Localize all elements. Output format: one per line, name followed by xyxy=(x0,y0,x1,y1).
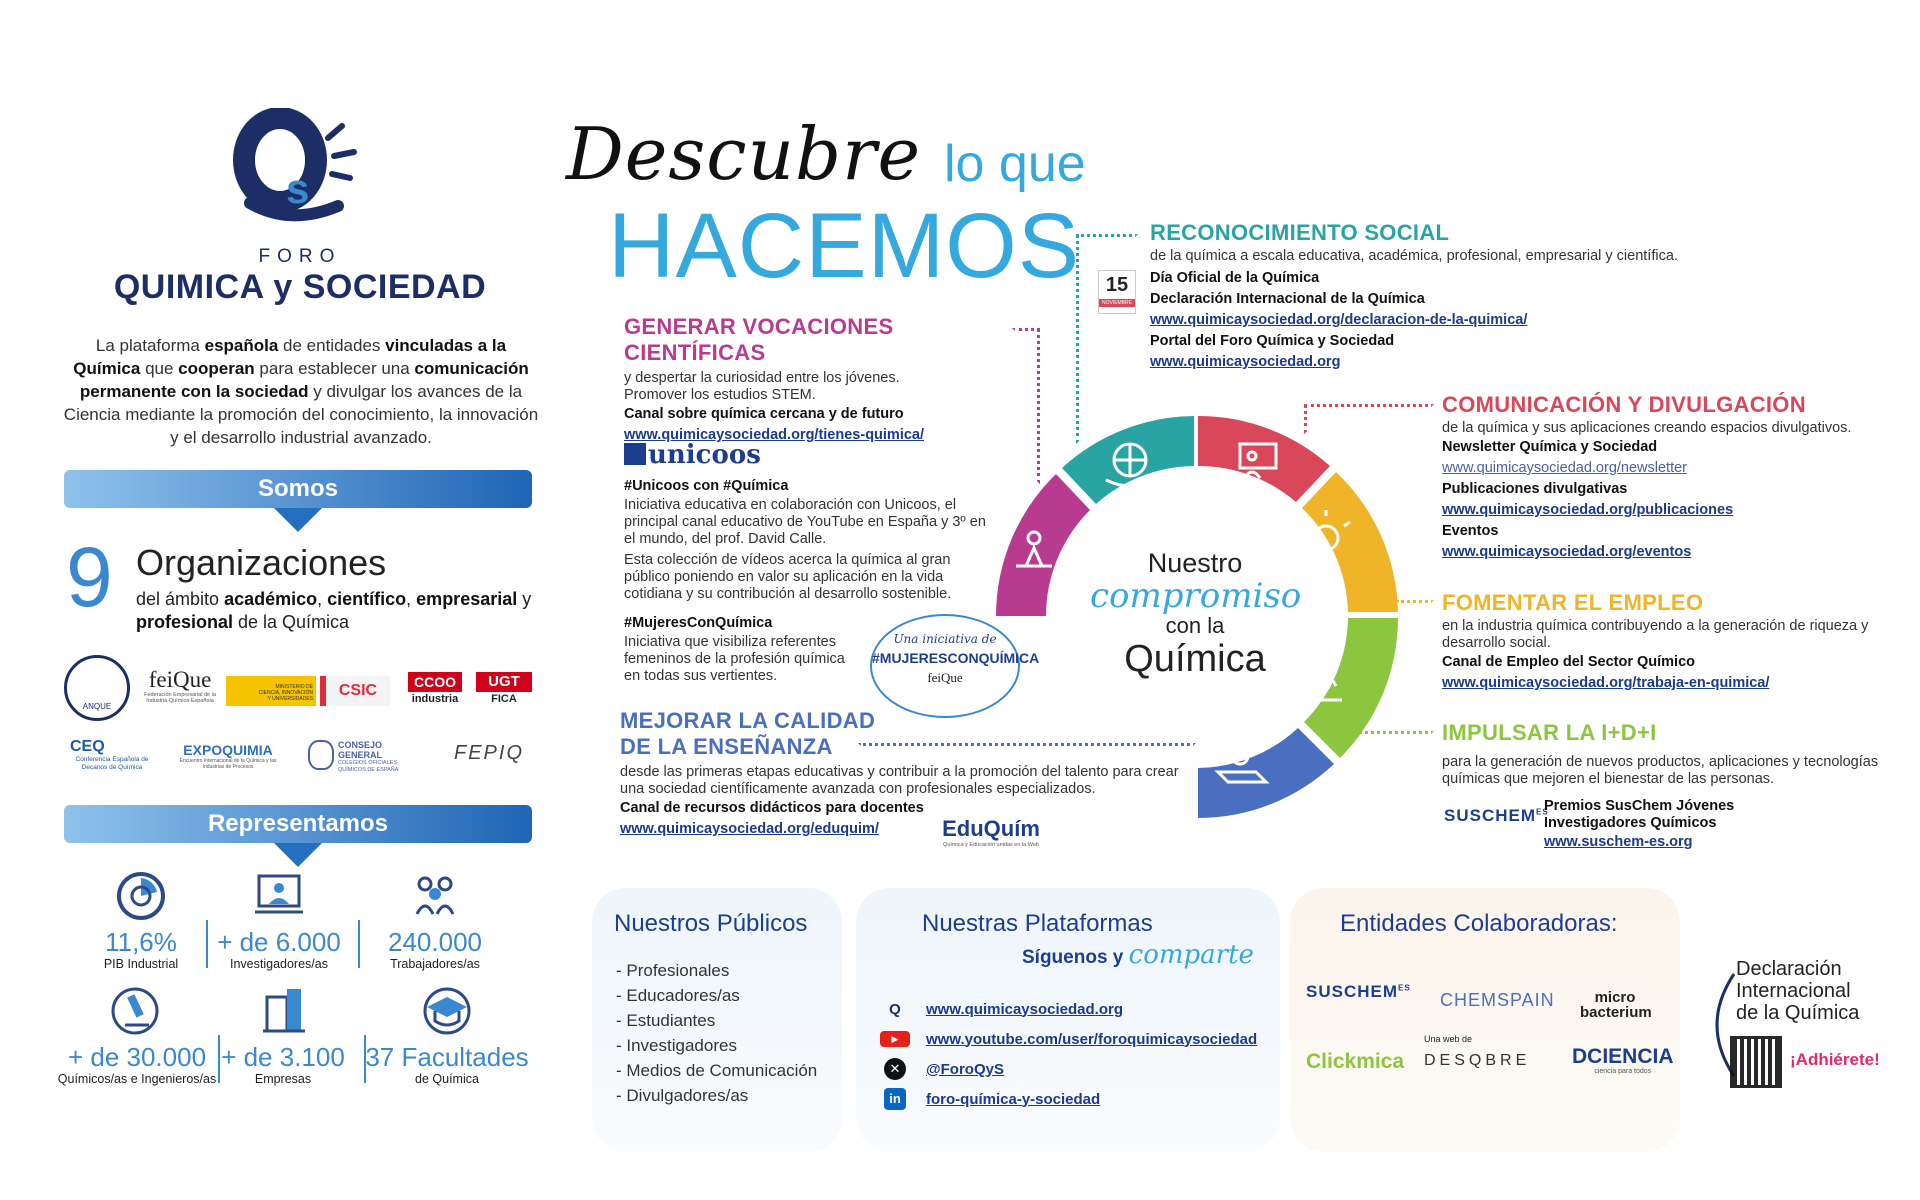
empleo-section: FOMENTAR EL EMPLEO en la industria química contribuyendo a la generación de riqueza y desarrollo social. Canal de Empleo del Sector Químico www.quimicaysociedad.org/trabaja-en-quimica/ xyxy=(1442,590,1882,694)
orgs-desc xyxy=(136,588,536,634)
rich-text-7: profesional xyxy=(136,612,234,632)
publicos-title: Nuestros Públicos xyxy=(614,910,808,937)
link-trabaja[interactable]: www.quimicaysociedad.org/trabaja-en-quimica/ xyxy=(1442,675,1770,691)
publico-item: - Profesionales xyxy=(616,961,730,980)
rich-text-7: comunicación permanente con la sociedad xyxy=(79,359,529,401)
rich-text-1: académico xyxy=(224,589,318,609)
qr-code[interactable] xyxy=(1730,1036,1782,1088)
dciencia-logo: DCIENCIA ciencia para todos xyxy=(1572,1045,1674,1075)
wheel-segment-vocaciones xyxy=(996,474,1090,616)
wheel-quimica: Química xyxy=(1124,638,1266,680)
stat-investigadores: + de 6.000 Investigadores/as xyxy=(204,870,354,972)
unicoos-badge-icon xyxy=(624,443,646,465)
calidad-section: MEJORAR LA CALIDAD DE LA ENSEÑANZA desde las primeras etapas educativas y contribuir a la promoción del talento para crear una sociedad científicamente avanzada con profesionales especializados. Canal de recursos didácticos para docentes www.quimicaysociedad.org/eduquim/ xyxy=(620,708,1180,840)
graduation-cap-icon xyxy=(419,985,475,1037)
calendar-icon: 15 NOVIEMBRE xyxy=(1098,270,1136,314)
wheel-nuestro: Nuestro xyxy=(1147,548,1243,578)
rich-text-8: y divulgar los avances de la Ciencia mediante la promoción del conocimiento, la innovación y el desarrollo industrial avanzado. xyxy=(63,382,539,447)
rich-text-4: que xyxy=(140,359,179,378)
linkedin-icon: in xyxy=(884,1088,906,1110)
rich-text-1: española xyxy=(204,336,279,355)
building-icon xyxy=(255,985,311,1037)
headline-descubre: Descubre xyxy=(566,112,922,196)
rich-text-0: del ámbito xyxy=(136,589,225,609)
declaracion-title: Declaración Internacional de la Química xyxy=(1736,958,1860,1024)
rich-text-6: y xyxy=(517,589,532,609)
reconocimiento-section: RECONOCIMIENTO SOCIAL de la química a escala educativa, académica, profesional, empresarial y científica. xyxy=(1150,220,1710,265)
link-portal[interactable]: www.quimicaysociedad.org xyxy=(1150,354,1341,370)
rich-text-4: , xyxy=(406,589,417,609)
link-youtube[interactable]: www.youtube.com/user/foroquimicaysociedad xyxy=(926,1030,1258,1048)
headline-hacemos: HACEMOS xyxy=(608,195,1081,297)
link-newsletter[interactable]: www.quimicaysociedad.org/newsletter xyxy=(1442,460,1687,476)
consejo-general-logo: CONSEJO GENERAL COLEGIOS OFICIALES QUÍMICOS DE ESPAÑA xyxy=(304,740,420,774)
ceq-logo: CEQ Conferencia Española de Decanos de Química xyxy=(70,738,149,771)
platform-row xyxy=(880,1024,1257,1054)
comunicacion-section: COMUNICACIÓN Y DIVULGACIÓN de la química y sus aplicaciones creando espacios divulgativos. Newsletter Química y Sociedad www.quimicaysociedad.org/newsletter Publicaciones divulgativas www.quimicaysociedad.org/publicaciones Eventos www.quimicaysociedad.org/eventos xyxy=(1442,392,1882,563)
eduquim-logo: EduQuím Química y Educación unidas en la Web xyxy=(942,816,1040,848)
platform-row xyxy=(880,1054,1257,1084)
anque-logo: ANQUE xyxy=(64,655,130,721)
plataformas-title: Nuestras Plataformas xyxy=(922,910,1153,937)
csic-logo: CSIC xyxy=(320,676,390,706)
foro-intro xyxy=(62,334,540,449)
expoquimia-logo: EXPOQUIMIA Encuentro Internacional de la Química y las Industrias de Procesos xyxy=(179,742,277,770)
microbacterium-logo: micro bacterium xyxy=(1580,989,1652,1021)
unicoos-section: #Unicoos con #Química Iniciativa educativa en colaboración con Unicoos, el principal canal educativo de YouTube en España y 3º en el mundo, del prof. David Calle. Esta colección de vídeos acerca la química al gran público poniendo en valor su aplicación en la vida cotidiana y su contribución al desarrollo sostenible. #MujeresConQuímica Iniciativa que visibiliza referentes femeninos de la profesión química en todas sus vertientes. xyxy=(624,478,986,684)
reconocimiento-title: RECONOCIMIENTO SOCIAL xyxy=(1150,220,1450,245)
somos-label: Somos xyxy=(257,475,338,502)
link-eduquim[interactable]: www.quimicaysociedad.org/eduquim/ xyxy=(620,821,879,837)
chemspain-logo: CHEMSPAIN xyxy=(1440,990,1555,1010)
wheel-center xyxy=(1090,548,1300,680)
publico-item: - Investigadores xyxy=(616,1036,737,1055)
colaboradoras-title: Entidades Colaboradoras: xyxy=(1340,910,1618,937)
orgs-number: 9 xyxy=(66,530,113,624)
link-x[interactable]: @ForoQyS xyxy=(926,1060,1004,1078)
unicoos-logo: unicoos xyxy=(624,440,761,470)
stat-facultades: 37 Facultades de Química xyxy=(362,985,532,1087)
rich-text-3: vinculadas a la Química xyxy=(73,336,507,378)
idi-section: IMPULSAR LA I+D+I para la generación de nuevos productos, aplicaciones y tecnologías químicas que mejoren el bienestar de las personas. xyxy=(1442,720,1882,788)
desqbre-logo: DESQBRE xyxy=(1424,1052,1531,1069)
foro-label: FORO xyxy=(258,246,342,267)
stat-pib: 11,6% PIB Industrial xyxy=(66,870,216,972)
ugt-logo: UGT FICA xyxy=(476,672,532,706)
feique-logo: feiQue Federación Empresarial de la Industria Química Española xyxy=(144,667,216,704)
representamos-arrow xyxy=(274,843,322,867)
publico-item: - Divulgadores/as xyxy=(616,1086,749,1105)
rich-text-5: cooperan xyxy=(178,359,255,378)
publico-item: - Medios de Comunicación xyxy=(616,1061,818,1080)
svg-text:s: s xyxy=(286,165,310,212)
clickmica-logo: Clickmica xyxy=(1306,1050,1405,1073)
somos-arrow xyxy=(274,508,322,532)
orgs-title: Organizaciones xyxy=(136,542,387,583)
suschem-logo: $SUSCHEM^{ES}$ xyxy=(1306,982,1411,1001)
link-linkedin[interactable]: foro-química-y-sociedad xyxy=(926,1090,1101,1108)
publicos-list xyxy=(616,958,817,1108)
publico-item: - Educadores/as xyxy=(616,986,740,1005)
mujeres-badge: Una iniciativa de #MUJERESCONQUÍMICA feiQue xyxy=(870,614,1020,718)
comunicacion-title: COMUNICACIÓN Y DIVULGACIÓN xyxy=(1442,392,1806,417)
representamos-label: Representamos xyxy=(207,810,389,837)
connector-empleo xyxy=(1396,600,1434,606)
rich-text-0: La plataforma xyxy=(95,336,205,355)
wheel-compromiso: compromiso xyxy=(1090,576,1302,616)
foro-name: QUIMICA y SOCIEDAD xyxy=(113,268,487,306)
wheel-segment-divulgacion xyxy=(1302,472,1398,612)
vocaciones-section: GENERAR VOCACIONES CIENTÍFICAS y despertar la curiosidad entre los jóvenes. Promover los estudios STEM. Canal sobre química cercana y de futuro www.quimicaysociedad.org/tienes-quimica/ xyxy=(624,314,1024,446)
calidad-title-1: MEJORAR LA CALIDAD xyxy=(620,708,876,733)
platform-row xyxy=(880,994,1257,1024)
stat-quimicos: + de 30.000 Químicos/as e Ingenieros/as xyxy=(52,985,222,1087)
pie-chart-icon xyxy=(113,870,169,922)
stat-trabajadores: 240.000 Trabajadores/as xyxy=(360,870,510,972)
wheel-con-la: con la xyxy=(1165,613,1225,638)
adhierete-link[interactable]: ¡Adhiérete! xyxy=(1790,1050,1880,1069)
link-tienes-quimica[interactable]: www.quimicaysociedad.org/tienes-quimica/ xyxy=(624,427,925,443)
wheel-segment-empleo xyxy=(1304,618,1398,758)
connector-comunicacion xyxy=(1304,404,1434,434)
ccoo-logo: CCOO industria xyxy=(408,672,462,706)
vocaciones-title: GENERAR VOCACIONES CIENTÍFICAS xyxy=(624,314,894,365)
publico-item: - Estudiantes xyxy=(616,1011,716,1030)
connector-reconocimiento xyxy=(1076,234,1138,444)
suschem-logo-idi: $SUSCHEM^{ES}$ xyxy=(1444,806,1549,825)
desqbre-label: Una web de xyxy=(1424,1034,1473,1044)
people-icon xyxy=(407,870,463,922)
link-web[interactable]: www.quimicaysociedad.org xyxy=(926,1000,1123,1018)
foro-logo xyxy=(230,108,370,228)
connector-idi xyxy=(1340,731,1434,737)
youtube-icon: ▶ xyxy=(880,1031,910,1047)
fepiq-logo: FEPIQ xyxy=(453,742,524,764)
rich-text-8: de la Química xyxy=(233,612,350,632)
rich-text-5: empresarial xyxy=(416,589,518,609)
plataformas-links xyxy=(880,994,1257,1114)
rich-text-6: para establecer una xyxy=(254,359,415,378)
ministerio-logo: MINISTERIO DE CIENCIA, INNOVACIÓN Y UNIVERSIDADES xyxy=(226,676,316,706)
link-publicaciones[interactable]: www.quimicaysociedad.org/publicaciones xyxy=(1442,502,1734,518)
rich-text-2: , xyxy=(317,589,328,609)
representamos-banner xyxy=(64,805,532,843)
headline-lo-que: lo que xyxy=(944,135,1086,193)
x-icon: ✕ xyxy=(884,1058,906,1080)
somos-banner xyxy=(64,470,532,508)
stat-empresas: + de 3.100 Empresas xyxy=(208,985,358,1087)
rich-text-3: científico xyxy=(327,589,407,609)
consejo-seal-icon xyxy=(308,740,334,770)
link-declaracion[interactable]: www.quimicaysociedad.org/declaracion-de-la-quimica/ xyxy=(1150,312,1528,328)
microscope-icon xyxy=(109,985,165,1037)
link-eventos[interactable]: www.quimicaysociedad.org/eventos xyxy=(1442,544,1692,560)
link-suschem[interactable]: www.suschem-es.org xyxy=(1544,834,1693,850)
qys-logo-icon: Q xyxy=(889,1000,901,1018)
platform-row xyxy=(880,1084,1257,1114)
idi-title: IMPULSAR LA I+D+I xyxy=(1442,720,1657,745)
empleo-title: FOMENTAR EL EMPLEO xyxy=(1442,590,1704,615)
calidad-title-2: DE LA ENSEÑANZA xyxy=(620,734,833,759)
plataformas-subtitle: Síguenos y comparte xyxy=(1022,940,1254,970)
rich-text-2: de entidades xyxy=(278,336,386,355)
presenter-icon xyxy=(251,870,307,922)
